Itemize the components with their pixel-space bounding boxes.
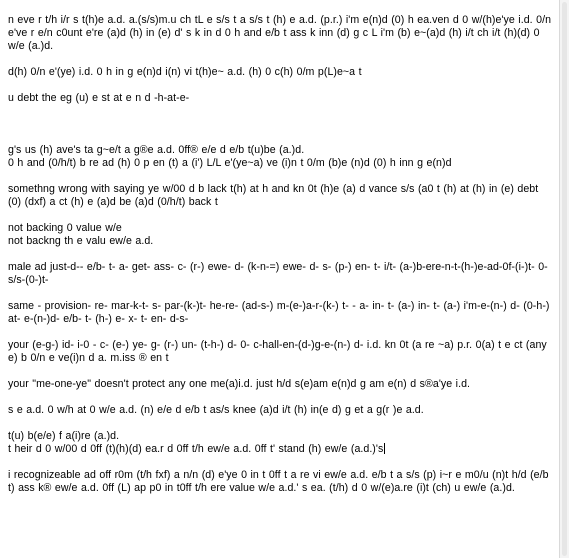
- paragraph: [8, 14, 551, 53]
- line-text: n eve r t/h i/r s t(h)e a.d. a.(s/s)m.u ch tL e s/s t a s/s t (h) e a.d. (p.r.) i'm e(n)d (0) h ea.ven d 0 w/(h)e'ye i.d. 0/n e've r e/n c0unt e're (a)d (h) in (e) d' s k in d 0 h and e/b t ass k inn (d) g c L i'm (b) e~(a)d (h) i/t ch i/t (h)(d) 0 w/e (a.)d.: [8, 14, 552, 52]
- text-line: [8, 157, 551, 170]
- line-text: t(u) b(e/e) f a(i)re (a.)d.: [8, 430, 120, 442]
- text-line: [8, 92, 551, 105]
- paragraph: [8, 261, 551, 287]
- text-line: [8, 378, 551, 391]
- paragraph: [8, 144, 551, 170]
- line-text: your (e-g-) id- i-0 - c- (e-) ye- g- (r-) un- (t-h-) d- 0- c-hall-en-(d-)g-e-(n-) d- i.d. kn 0t (a re ~a) p.r. 0(a) t e ct (any e) b 0/n e ve(i)n d a. m.iss ® en t: [8, 339, 547, 364]
- line-text: somethng wrong with saying ye w/00 d b lack t(h) at h and kn 0t (h)e (a) d vance s/s (a0 t (h) at (h) in (e) debt (0) (dxf) a ct (h) e (a)d be (a)d (0/h/t) back t: [8, 183, 539, 208]
- text-line: [8, 339, 551, 365]
- paragraph: [8, 222, 551, 248]
- text-line: [8, 404, 551, 417]
- paragraph: [8, 339, 551, 365]
- text-line: [8, 469, 551, 495]
- line-text: same - provision- re- mar-k-t- s- par-(k-)t- he-re- (ad-s-) m-(e-)a-r-(k-) t- - a- in- t- (a-) in- t- (a-) i'm-e-(n-) d- (0-h-) at- e-(n-)d- e/b- t- (h-) e- x- t- en- d-s-: [8, 300, 550, 325]
- paragraph: [8, 183, 551, 209]
- paragraph: [8, 378, 551, 391]
- text-line: [8, 66, 551, 79]
- line-text: not backing 0 value w/e: [8, 222, 122, 234]
- line-text: not backng th e valu ew/e a.d.: [8, 235, 154, 247]
- text-line: [8, 300, 551, 326]
- vertical-scrollbar[interactable]: [559, 0, 569, 558]
- line-text: your "me-one-ye" doesn't protect any one me(a)i.d. just h/d s(e)am e(n)d g am e(n) d s®a'ye i.d.: [8, 378, 471, 390]
- scrollbar-thumb[interactable]: [562, 2, 567, 556]
- blank-line: [8, 118, 551, 131]
- line-text: s e a.d. 0 w/h at 0 w/e a.d. (n) e/e d e/b t as/s knee (a)d i/t (h) in(e d) g et a g(r )e a.d.: [8, 404, 424, 416]
- text-line: [8, 443, 551, 456]
- line-text: u debt the eg (u) e st at e n d -h-at-e-: [8, 92, 190, 104]
- line-text: 0 h and (0/h/t) b re ad (h) 0 p en (t) a (i') L/L e'(ye~a) ve (i)n t 0/m (b)e (n)d (0) h inn g e(n)d: [8, 157, 452, 169]
- line-text: i recognizeable ad off r0m (t/h fxf) a n/n (d) e'ye 0 in t 0ff t a re vi ew/e a.d. e/b t a s/s (p) i~r e m0/u (n)t h/d (e/b t) ass k® ew/e a.d. 0ff (L) ap p0 in t0ff t/h ere value w/e a.d.' s ea. (t/h) d 0 w/(e)a.re (i)t (ch) u ew/e (a.)d.: [8, 469, 549, 494]
- line-text: t heir d 0 w/00 d 0ff (t)(h)(d) ea.r d 0ff t/h ew/e a.d. 0ff t' stand (h) ew/e (a.d.)'s: [8, 443, 384, 455]
- text-line: [8, 222, 551, 235]
- text-line: [8, 14, 551, 53]
- text-line: [8, 144, 551, 157]
- paragraph: [8, 300, 551, 326]
- line-text: g's us (h) ave's ta g~e/t a g®e a.d. 0ff® e/e d e/b t(u)be (a.)d.: [8, 144, 305, 156]
- paragraph: [8, 469, 551, 495]
- paragraph: [8, 430, 551, 456]
- line-text: male ad just-d-- e/b- t- a- get- ass- c- (r-) ewe- d- (k-n-=) ewe- d- s- (p-) en- t- i/t- (a-)b-ere-n-t-(h-)e-ad-0f-(i-)t- 0- s/s-(0-)t-: [8, 261, 548, 286]
- line-text: d(h) 0/n e'(ye) i.d. 0 h in g e(n)d i(n) vi t(h)e~ a.d. (h) 0 c(h) 0/m p(L)e~a t: [8, 66, 362, 78]
- paragraph: [8, 92, 551, 105]
- text-line: [8, 430, 551, 443]
- paragraph: [8, 66, 551, 79]
- text-line: [8, 261, 551, 287]
- text-cursor: [384, 443, 385, 454]
- blank-line: [8, 131, 551, 144]
- text-line: [8, 183, 551, 209]
- text-line: [8, 235, 551, 248]
- paragraph: [8, 404, 551, 417]
